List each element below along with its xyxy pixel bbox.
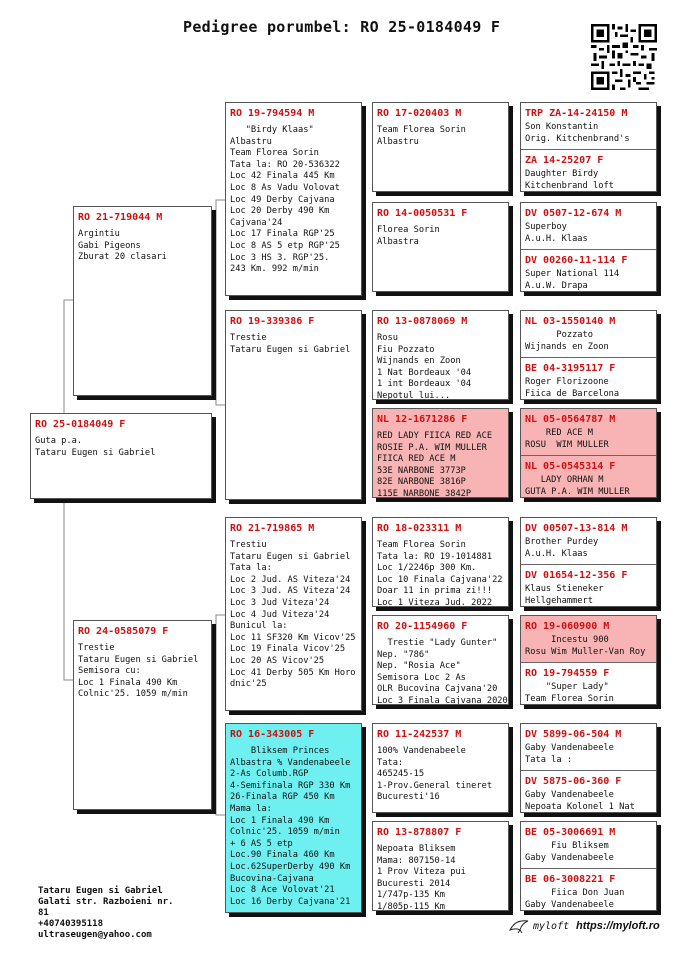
sire-sire-details: "Birdy Klaas" Albastru Team Florea Sorin Tata la: RO 20-536322 Loc 42 Finala 445 Km Loc 8 As Vadu Volovat Loc 49 Derby Cajvana Loc 20 Derby 490 Km Cajvana'24 Loc 17 Finala RGP'25 Loc 8 AS 5 etp RGP'25 Loc 3 HS 3. RGP'25. 243 Km. 992 m/min: [230, 125, 340, 275]
g5-details-8: LADY ORHAN M GUTA P.A. WIM MULLER: [525, 475, 630, 497]
sire-sire-card: [225, 102, 362, 296]
g5-details-4: Super National 114 A.u.W. Drapa: [525, 269, 620, 291]
dam-sire-details: Trestiu Tataru Eugen si Gabriel Tata la: Loc 2 Jud. AS Viteza'24 Loc 3 Jud. AS Viteza'24 Loc 3 Jud Viteza'24 Loc 4 Jud Viteza'24 Bunicul la: Loc 11 SF320 Km Vicov'25 Loc 19 Finala Vicov'25 Loc 20 AS Vicov'25 Loc 41 Derby 505 Km Horo dnic'25: [230, 540, 356, 690]
g5-card-5: [520, 517, 657, 607]
dam-sire-card: [225, 517, 362, 711]
g4-card-2: [372, 202, 509, 292]
g5-ring-3: DV 0507-12-674 M: [525, 208, 622, 219]
sire-ring: RO 21-719044 M: [78, 212, 163, 223]
website-link[interactable]: https://myloft.ro: [576, 920, 660, 932]
sire-card: [73, 206, 212, 396]
owner-email[interactable]: ultraseugen@yahoo.com: [38, 930, 152, 940]
sire-sire-ring: RO 19-794594 M: [230, 108, 315, 119]
g4-ring-7: RO 11-242537 M: [377, 729, 462, 740]
sire-dam-ring: RO 19-339386 F: [230, 316, 315, 327]
qr-code: [591, 24, 657, 90]
g4-ring-1: RO 17-020403 M: [377, 108, 462, 119]
dam-ring: RO 24-0585079 F: [78, 626, 169, 637]
g5-details-11: Incestu 900 Rosu Wim Muller-Van Roy: [525, 635, 646, 657]
g5-ring-16: BE 06-3008221 F: [525, 874, 616, 886]
g5-ring-6: BE 04-3195117 F: [525, 363, 616, 375]
g5-card-6: [520, 615, 657, 705]
g5-details-5: Pozzato Wijnands en Zoon: [525, 330, 609, 352]
g5-ring-4: DV 00260-11-114 F: [525, 255, 628, 267]
g5-details-1: Son Konstantin Orig. Kitchenbrand's: [525, 122, 630, 144]
g5-ring-1: TRP ZA-14-24150 M: [525, 108, 628, 119]
g5-details-14: Gaby Vandenabeele Nepoata Kolonel 1 Nat: [525, 790, 635, 812]
g4-details-3: Rosu Fiu Pozzato Wijnands en Zoon 1 Nat Bordeaux '04 1 int Bordeaux '04 Nepotul lui...: [377, 333, 472, 400]
g5-ring-8: NL 05-0545314 F: [525, 461, 616, 473]
g5-ring-14: DV 5875-06-360 F: [525, 776, 622, 788]
g4-card-6: [372, 615, 509, 705]
g4-details-2: Florea Sorin Albastra: [377, 225, 440, 247]
g5-details-10: Klaus Stieneker Hellgehammert: [525, 584, 604, 606]
g4-card-8: [372, 821, 509, 911]
sire-details: Argintiu Gabi Pigeons Zburat 20 clasari: [78, 229, 167, 263]
g4-card-7: [372, 723, 509, 813]
sire-dam-card: [225, 310, 362, 500]
g5-ring-10: DV 01654-12-356 F: [525, 570, 628, 582]
g4-ring-6: RO 20-1154960 F: [377, 621, 468, 632]
g5-details-3: Superboy A.u.H. Klaas: [525, 222, 588, 244]
g4-ring-5: RO 18-023311 M: [377, 523, 462, 534]
logo-text: myloft: [533, 920, 570, 932]
g5-details-7: RED ACE M ROSU WIM MULLER: [525, 428, 609, 450]
g5-details-13: Gaby Vandenabeele Tata la :: [525, 743, 614, 765]
g5-details-6: Roger Florizoone Fiica de Barcelona: [525, 377, 620, 399]
g4-details-1: Team Florea Sorin Albastru: [377, 125, 466, 147]
g5-card-2: [520, 202, 657, 292]
g5-card-1: [520, 102, 657, 192]
dam-dam-card: [225, 723, 362, 913]
g4-details-7: 100% Vandenabeele Tata: 465245-15 1-Prov.General tineret Bucuresti'16: [377, 746, 493, 803]
g4-details-6: Trestie "Lady Gunter" Nep. "786" Nep. "Rosia Ace" Semisora Loc 2 As OLR Bucovina Cajvana'20 Loc 3 Finala Cajvana 2020: [377, 638, 508, 705]
g5-ring-11: RO 19-060900 M: [525, 621, 610, 632]
g4-details-4: RED LADY FIICA RED ACE ROSIE P.A. WIM MULLER FIICA RED ACE M 53E NARBONE 3773P 82E NARBONE 3816P 115E NARBONE 3842P: [377, 431, 493, 498]
g5-card-7: [520, 723, 657, 813]
g4-ring-2: RO 14-0050531 F: [377, 208, 468, 219]
dam-card: [73, 620, 212, 810]
g5-ring-15: BE 05-3006691 M: [525, 827, 616, 838]
g5-details-2: Daughter Birdy Kitchenbrand loft: [525, 169, 614, 191]
subject-card: [30, 413, 212, 499]
g5-details-9: Brother Purdey A.u.H. Klaas: [525, 537, 599, 559]
dam-dam-ring: RO 16-343005 F: [230, 729, 315, 740]
sire-dam-details: Trestie Tataru Eugen si Gabriel: [230, 333, 351, 355]
g4-card-4: [372, 408, 509, 498]
g5-details-12: "Super Lady" Team Florea Sorin: [525, 682, 614, 704]
g4-details-8: Nepoata Bliksem Mama: 807150-14 1 Prov Viteza pui Bucuresti 2014 1/747p-135 Km 1/805p-115 Km: [377, 844, 466, 911]
g5-ring-12: RO 19-794559 F: [525, 668, 610, 680]
pigeon-icon: [508, 918, 530, 934]
g4-details-5: Team Florea Sorin Tata la: RO 19-1014881 Loc 1/2246p 300 Km. Loc 10 Finala Cajvana'22 Doar 11 in prima zi!!! Loc 1 Viteza Jud. 2022: [377, 540, 503, 607]
g5-details-16: Fiica Don Juan Gaby Vandenabeele: [525, 888, 625, 910]
page-title: Pedigree porumbel: RO 25-0184049 F: [183, 18, 501, 36]
myloft-logo: [508, 918, 569, 934]
dam-dam-details: Bliksem Princes Albastra % Vandenabeele 2-As Columb.RGP 4-Semifinala RGP 330 Km 26-Finala RGP 450 Km Mama la: Loc 1 Finala 490 Km Colnic'25. 1059 m/min + 6 AS 5 etp Loc.90 Finala 460 Km Loc.62SuperDerby 490 Km Bucovina-Cajvana Loc 8 Ace Volovat'21 Loc 16 Derby Cajvana'21: [230, 746, 351, 907]
g4-ring-8: RO 13-878807 F: [377, 827, 462, 838]
g5-ring-13: DV 5899-06-504 M: [525, 729, 622, 740]
g4-card-3: [372, 310, 509, 400]
subject-ring: RO 25-0184049 F: [35, 419, 126, 430]
g5-card-3: [520, 310, 657, 400]
g5-card-8: [520, 821, 657, 911]
owner-address: Tataru Eugen si Gabriel Galati str. Razboieni nr. 81 +40740395118: [38, 886, 174, 929]
g4-ring-3: RO 13-0878069 M: [377, 316, 468, 327]
g4-ring-4: NL 12-1671286 F: [377, 414, 468, 425]
g4-card-5: [372, 517, 509, 607]
g5-card-4: [520, 408, 657, 498]
subject-details: Guta p.a. Tataru Eugen si Gabriel: [35, 436, 156, 458]
g5-ring-9: DV 00507-13-814 M: [525, 523, 628, 534]
g5-highlight: [521, 616, 656, 662]
dam-sire-ring: RO 21-719865 M: [230, 523, 315, 534]
g5-ring-7: NL 05-0564787 M: [525, 414, 616, 425]
g5-ring-5: NL 03-1550140 M: [525, 316, 616, 327]
g4-card-1: [372, 102, 509, 192]
dam-details: Trestie Tataru Eugen si Gabriel Semisora cu: Loc 1 Finala 490 Km Colnic'25. 1059 m/min: [78, 643, 199, 700]
g5-details-15: Fiu Bliksem Gaby Vandenabeele: [525, 841, 614, 863]
g5-ring-2: ZA 14-25207 F: [525, 155, 604, 167]
